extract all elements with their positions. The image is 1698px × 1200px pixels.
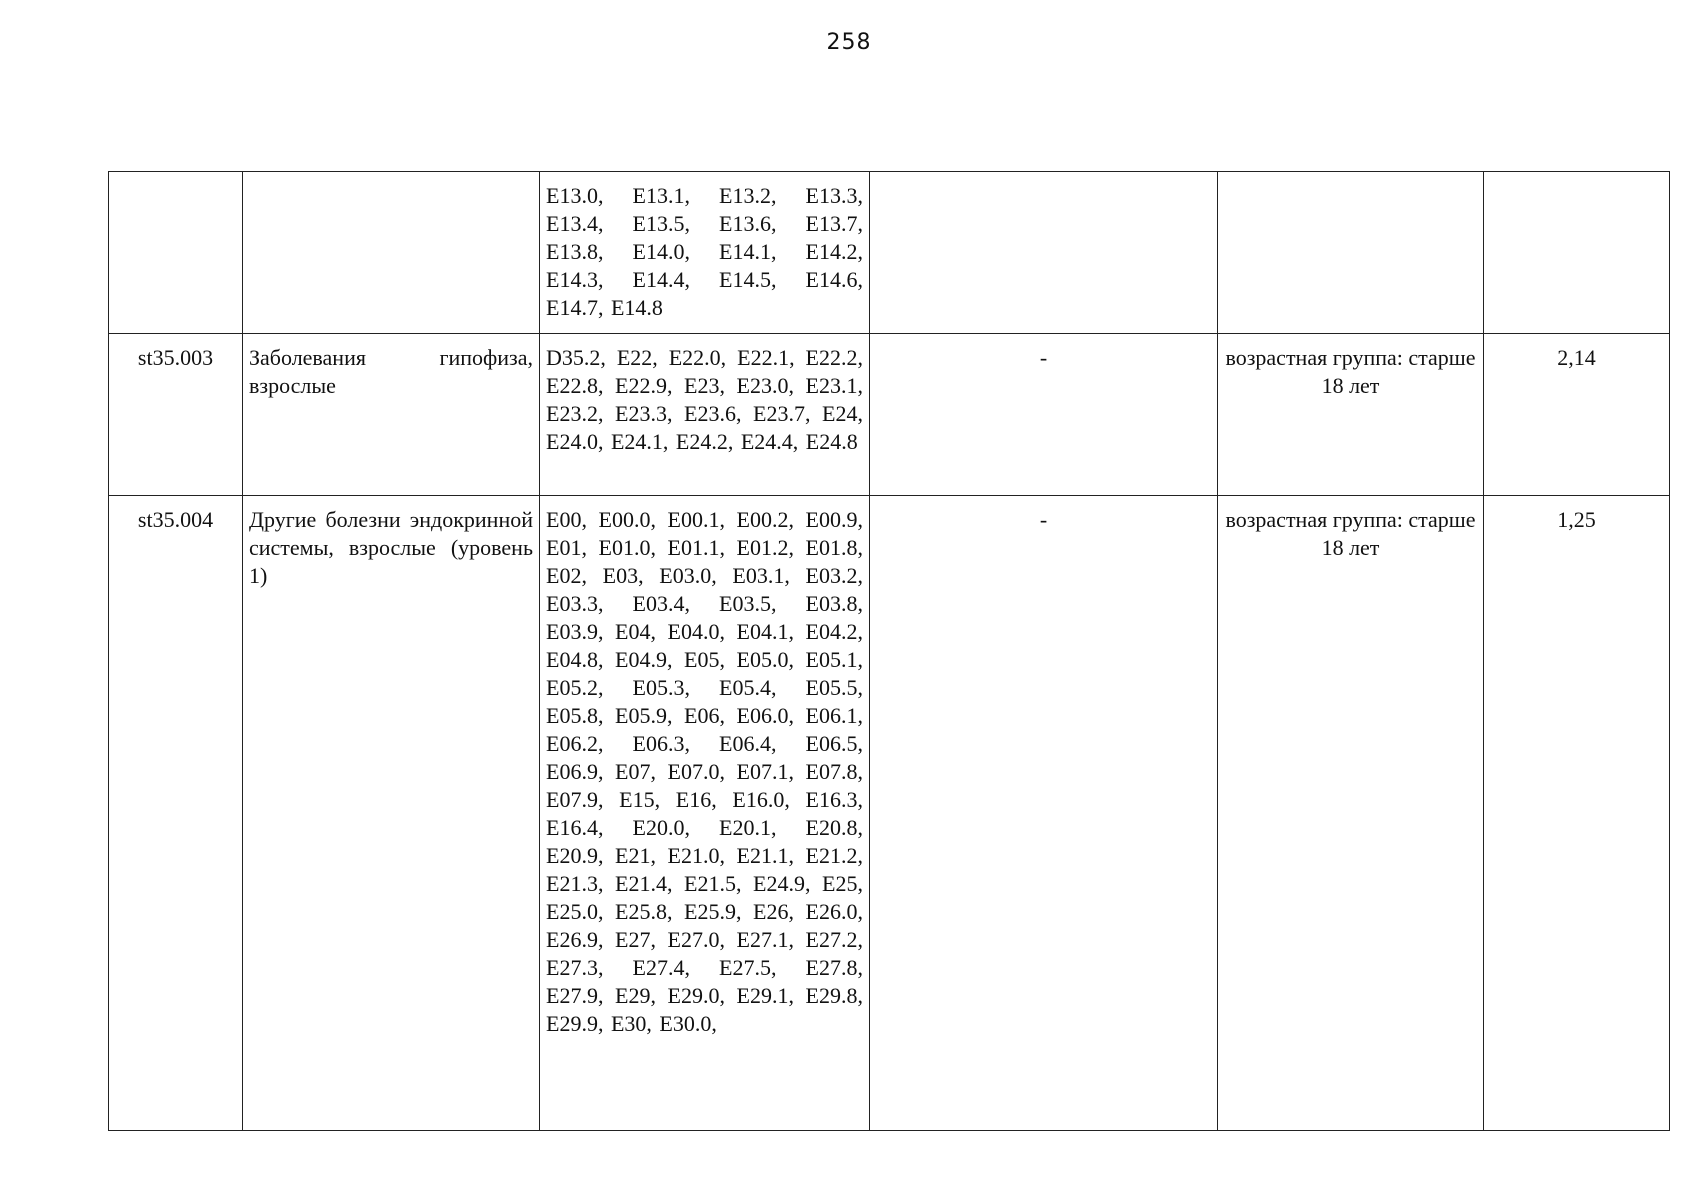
cell-condition: возрастная группа: старше 18 лет	[1218, 334, 1484, 496]
cell-mkb-codes: E13.0, E13.1, E13.2, E13.3, E13.4, E13.5, E13.6, E13.7, E13.8, E14.0, E14.1, E14.2, E14.3, E14.4, E14.5, E14.6, E14.7, E14.8	[540, 172, 870, 334]
cell-condition: возрастная группа: старше 18 лет	[1218, 496, 1484, 1131]
cell-name	[243, 172, 540, 334]
cell-code: st35.003	[109, 334, 243, 496]
page-number: 258	[826, 30, 872, 55]
cell-service: -	[870, 334, 1218, 496]
cell-code	[109, 172, 243, 334]
table-row	[109, 172, 1670, 334]
cell-mkb-codes: E00, E00.0, E00.1, E00.2, E00.9, E01, E01.0, E01.1, E01.2, E01.8, E02, E03, E03.0, E03.1, E03.2, E03.3, E03.4, E03.5, E03.8, E03.9, E04, E04.0, E04.1, E04.2, E04.8, E04.9, E05, E05.0, E05.1, E05.2, E05.3, E05.4, E05.5, E05.8, E05.9, E06, E06.0, E06.1, E06.2, E06.3, E06.4, E06.5, E06.9, E07, E07.0, E07.1, E07.8, E07.9, E15, E16, E16.0, E16.3, E16.4, E20.0, E20.1, E20.8, E20.9, E21, E21.0, E21.1, E21.2, E21.3, E21.4, E21.5, E24.9, E25, E25.0, E25.8, E25.9, E26, E26.0, E26.9, E27, E27.0, E27.1, E27.2, E27.3, E27.4, E27.5, E27.8, E27.9, E29, E29.0, E29.1, E29.8, E29.9, E30, E30.0,	[540, 496, 870, 1131]
cell-condition	[1218, 172, 1484, 334]
cell-coefficient: 2,14	[1484, 334, 1670, 496]
cell-service	[870, 172, 1218, 334]
cell-service: -	[870, 496, 1218, 1131]
cell-name: Другие болезни эндокринной системы, взрослые (уровень 1)	[243, 496, 540, 1131]
cell-mkb-codes: D35.2, E22, E22.0, E22.1, E22.2, E22.8, E22.9, E23, E23.0, E23.1, E23.2, E23.3, E23.6, E23.7, E24, E24.0, E24.1, E24.2, E24.4, E24.8	[540, 334, 870, 496]
cell-name: Заболевания гипофиза, взрослые	[243, 334, 540, 496]
table-row	[109, 334, 1670, 496]
cell-code: st35.004	[109, 496, 243, 1131]
table-row	[109, 496, 1670, 1131]
cell-coefficient: 1,25	[1484, 496, 1670, 1131]
cell-coefficient	[1484, 172, 1670, 334]
tariff-table	[108, 171, 1670, 1131]
